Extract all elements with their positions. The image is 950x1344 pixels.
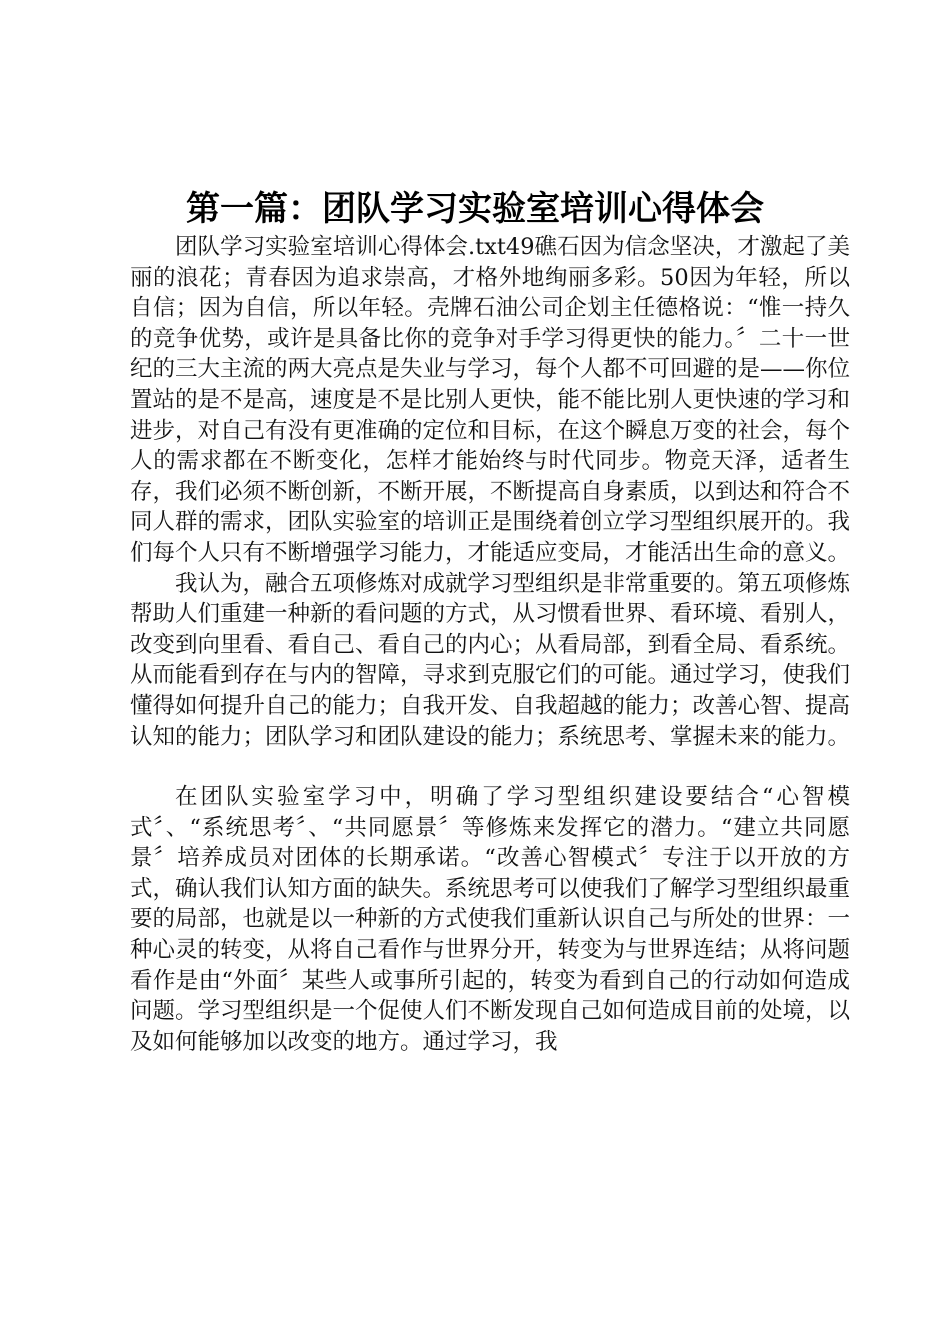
document-title: 第一篇：团队学习实验室培训心得体会 (186, 189, 764, 229)
paragraph-3: 在团队实验室学习中，明确了学习型组织建设要结合“心智模式〞、“系统思考〞、“共同愿景〞等修炼来发挥它的潜力。“建立共同愿景〞培养成员对团体的长期承诺。“改善心智模式〞专注于以开放的方式，确认我们认知方面的缺失。系统思考可以使我们了解学习型组织最重要的局部，也就是以一种新的方式使我们重新认识自己与所处的世界：一种心灵的转变，从将自己看作与世界分开，转变为与世界连结；从将问题看作是由“外面〞某些人或事所引起的，转变为看到自己的行动如何造成问题。学习型组织是一个促使人们不断发现自己如何造成目前的处境，以及如何能够加以改变的地方。通过学习，我 (130, 784, 851, 1055)
paragraph-2: 我认为，融合五项修炼对成就学习型组织是非常重要的。第五项修炼帮助人们重建一种新的看问题的方式，从习惯看世界、看环境、看别人，改变到向里看、看自己、看自己的内心；从看局部，到看全局、看系统。从而能看到存在与内的智障，寻求到克服它们的可能。通过学习，使我们懂得如何提升自己的能力；自我开发、自我超越的能力；改善心智、提高认知的能力；团队学习和团队建设的能力；系统思考、掌握未来的能力。 (130, 570, 851, 750)
document-body (130, 232, 850, 1057)
paragraph-1: 团队学习实验室培训心得体会.txt49礁石因为信念坚决，才激起了美丽的浪花；青春因为追求崇高，才格外地绚丽多彩。50因为年轻，所以自信；因为自信，所以年轻。壳牌石油公司企划主任德格说：“惟一持久的竞争优势，或许是具备比你的竞争对手学习得更快的能力。〞二十一世纪的三大主流的两大亮点是失业与学习，每个人都不可回避的是——你位置站的是不是高，速度是不是比别人更快，能不能比别人更快速的学习和进步，对自己有没有更准确的定位和目标，在这个瞬息万变的社会，每个人的需求都在不断变化，怎样才能始终与时代同步。物竞天泽，适者生存，我们必须不断创新，不断开展，不断提高自身素质，以到达和符合不同人群的需求，团队实验室的培训正是围绕着创立学习型组织展开的。我们每个人只有不断增强学习能力，才能适应变局，才能活出生命的意义。 (130, 234, 851, 566)
